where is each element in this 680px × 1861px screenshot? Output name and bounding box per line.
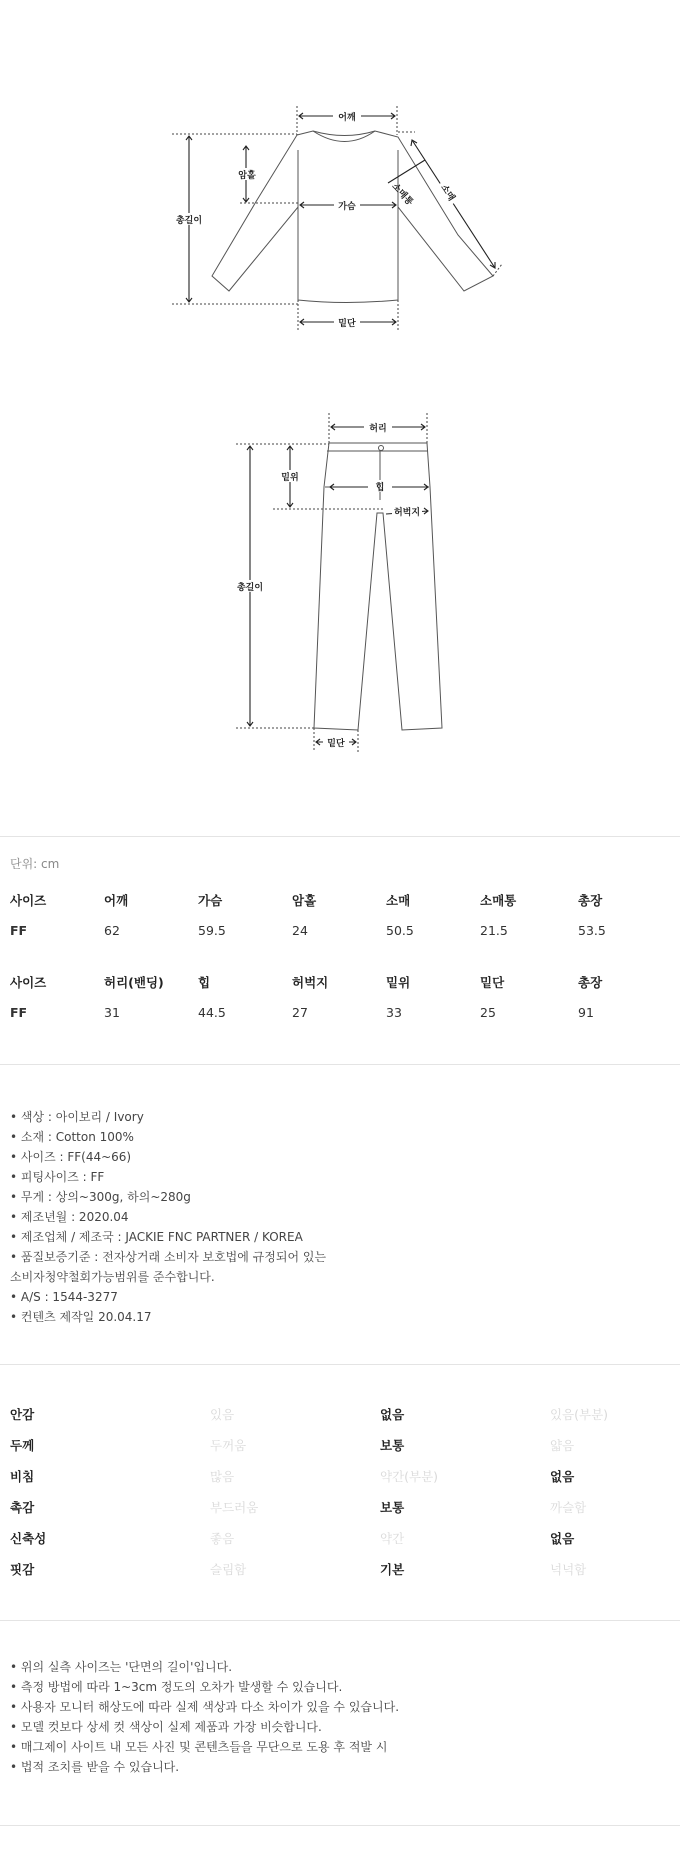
attribute-option-selected: 보통 (380, 1499, 405, 1515)
shoulder-label: 어깨 (338, 113, 356, 123)
table-cell: FF (10, 1005, 28, 1020)
table-cell: 50.5 (386, 923, 414, 938)
table-cell: 25 (480, 1005, 496, 1020)
info-line: • A/S : 1544-3277 (10, 1290, 118, 1304)
attribute-option: 슬림함 (210, 1561, 247, 1577)
info-line: • 소재 : Cotton 100% (10, 1130, 134, 1144)
top-hem-label: 밑단 (338, 319, 356, 329)
attribute-option-selected: 없음 (550, 1530, 575, 1546)
info-line: • 사이즈 : FF(44~66) (10, 1150, 132, 1164)
table-header-cell: 소매통 (480, 892, 517, 908)
table-cell: 27 (292, 1005, 308, 1020)
attribute-row-thickness (10, 1429, 670, 1460)
rise-label: 밑위 (281, 473, 299, 483)
sleeve-label: 소매 (438, 183, 457, 204)
attribute-name: 촉감 (10, 1499, 35, 1515)
top-garment-outline (212, 131, 493, 303)
attribute-option: 두꺼움 (210, 1437, 247, 1453)
attribute-option: 부드러움 (210, 1499, 259, 1515)
table-cell: 62 (104, 923, 120, 938)
info-line: • 제조업체 / 제조국 : JACKIE FNC PARTNER / KOREA (10, 1230, 303, 1244)
table-cell: 24 (292, 923, 308, 938)
notice-line: • 모델 컷보다 상세 컷 색상이 실제 제품과 가장 비슷합니다. (10, 1720, 322, 1734)
table-header-row (10, 884, 668, 915)
attribute-option: 약간 (380, 1530, 405, 1546)
attribute-option: 있음(부분) (550, 1406, 609, 1422)
notice-line: • 측정 방법에 따라 1~3cm 정도의 오차가 발생할 수 있습니다. (10, 1680, 343, 1694)
attribute-name: 신축성 (10, 1530, 47, 1546)
table-cell: 33 (386, 1005, 402, 1020)
table-header-cell: 어깨 (104, 892, 129, 908)
info-line: 소비자청약철회가능범위를 준수합니다. (10, 1270, 215, 1284)
hip-label: 힙 (375, 483, 385, 493)
top-total-length-label: 총길이 (175, 216, 203, 226)
divider (0, 836, 680, 837)
divider (0, 1364, 680, 1365)
table-cell: 53.5 (578, 923, 606, 938)
attribute-row-lining (10, 1398, 670, 1429)
attribute-option: 넉넉함 (550, 1561, 587, 1577)
waist-label: 허리 (369, 424, 387, 434)
bottom-size-table (10, 966, 668, 1028)
info-line: • 색상 : 아이보리 / Ivory (10, 1110, 144, 1124)
divider (0, 1620, 680, 1621)
table-cell: 91 (578, 1005, 594, 1020)
table-cell: 31 (104, 1005, 120, 1020)
table-header-cell: 가슴 (198, 892, 223, 908)
attribute-row-texture (10, 1491, 670, 1522)
pants-hem-label: 밑단 (327, 739, 345, 749)
attribute-option: 약간(부분) (380, 1468, 439, 1484)
attribute-row-sheerness (10, 1460, 670, 1491)
table-cell: 21.5 (480, 923, 508, 938)
info-line: • 피팅사이즈 : FF (10, 1170, 105, 1184)
attribute-option-selected: 없음 (380, 1406, 405, 1422)
table-header-cell: 소매 (386, 892, 411, 908)
attribute-option: 까슬함 (550, 1499, 587, 1515)
armhole-label: 암홀 (238, 171, 256, 181)
table-header-row (10, 966, 668, 997)
attribute-name: 핏감 (10, 1561, 35, 1577)
info-line: • 무게 : 상의~300g, 하의~280g (10, 1190, 191, 1204)
attribute-option: 있음 (210, 1406, 235, 1422)
notice-list (10, 1657, 399, 1777)
table-header-cell: 힙 (198, 974, 211, 990)
attribute-name: 두께 (10, 1437, 35, 1453)
divider (0, 1825, 680, 1826)
sleeve-width-label: 소매통 (389, 181, 415, 208)
attribute-row-stretch (10, 1522, 670, 1553)
notice-line: • 위의 실측 사이즈는 '단면의 길이'입니다. (10, 1660, 233, 1674)
table-header-cell: 총장 (578, 974, 603, 990)
attribute-option: 얇음 (550, 1437, 575, 1453)
notice-line: • 매그제이 사이트 내 모든 사진 및 콘텐츠들을 무단으로 도용 후 적발 시 (10, 1740, 388, 1754)
thigh-label: 허벅지 (393, 508, 421, 518)
table-row (10, 915, 668, 946)
unit-label: 단위: cm (10, 857, 60, 871)
attribute-option: 좋음 (210, 1530, 235, 1546)
fabric-attributes-table (10, 1398, 670, 1584)
attribute-row-fit (10, 1553, 670, 1584)
table-cell: FF (10, 923, 28, 938)
table-header-cell: 사이즈 (10, 974, 47, 990)
attribute-name: 안감 (10, 1406, 35, 1422)
product-info-list (10, 1107, 326, 1327)
table-header-cell: 밑단 (480, 974, 505, 990)
top-size-table (10, 884, 668, 946)
sleeve-arrow (412, 140, 495, 268)
notice-line: • 사용자 모니터 해상도에 따라 실제 색상과 다소 차이가 있을 수 있습니다. (10, 1700, 400, 1714)
attribute-option: 많음 (210, 1468, 235, 1484)
attribute-option-selected: 없음 (550, 1468, 575, 1484)
table-cell: 44.5 (198, 1005, 226, 1020)
pants-total-length-label: 총길이 (236, 583, 264, 593)
info-line: • 컨텐츠 제작일 20.04.17 (10, 1310, 152, 1324)
top-size-diagram (0, 95, 680, 345)
table-header-cell: 총장 (578, 892, 603, 908)
table-cell: 59.5 (198, 923, 226, 938)
pants-size-diagram (0, 405, 680, 765)
notice-line: • 법적 조치를 받을 수 있습니다. (10, 1760, 180, 1774)
table-header-cell: 암홀 (292, 892, 317, 908)
table-header-cell: 사이즈 (10, 892, 47, 908)
attribute-option-selected: 보통 (380, 1437, 405, 1453)
table-header-cell: 허리(밴딩) (104, 974, 164, 990)
attribute-option-selected: 기본 (380, 1561, 405, 1577)
divider (0, 1064, 680, 1065)
attribute-name: 비침 (10, 1468, 35, 1484)
info-line: • 품질보증기준 : 전자상거래 소비자 보호법에 규정되어 있는 (10, 1250, 327, 1264)
chest-label: 가슴 (338, 202, 356, 212)
table-row (10, 997, 668, 1028)
info-line: • 제조년월 : 2020.04 (10, 1210, 129, 1224)
table-header-cell: 허벅지 (292, 974, 329, 990)
table-header-cell: 밑위 (386, 974, 411, 990)
